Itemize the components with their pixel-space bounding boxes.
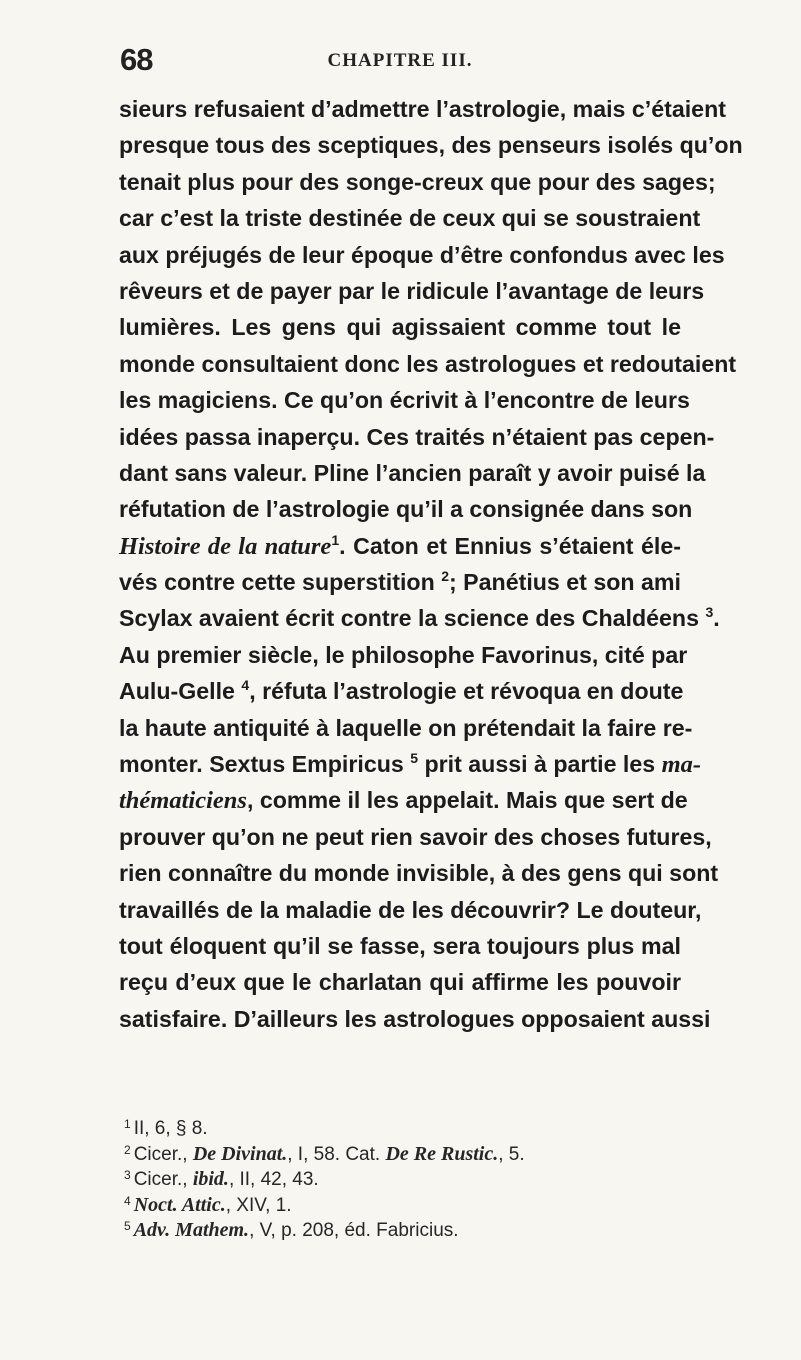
text-line: Scylax avaient écrit contre la science des Chaldéens $^3$. [119,604,720,632]
text-line: monde consultaient donc les astrologues et redoutaient [119,350,737,377]
text-line: car c’est la triste destinée de ceux qui se soustraient [119,205,701,232]
footnote-ref: 4 [241,677,250,694]
text-line: Au premier siècle, le philosophe Favorinus, cité par [119,641,688,668]
text-line: tout éloquent qu’il se fasse, sera toujours plus mal [119,932,681,959]
text-line: idées passa inaperçu. Ces traités n’étaient pas cepen- [119,423,715,450]
text-line: aux préjugés de leur époque d’être confondus avec les [119,241,725,268]
text-line: dant sans valeur. Pline l’ancien paraît y avoir puisé la [119,459,706,486]
text-line: Histoire de la nature$^1$. Caton et Ennius s’étaient éle- [119,531,681,560]
footnote: $^4$ Noct. Attic., XIV, 1. [124,1193,292,1216]
footnote: $^2$ Cicer., De Divinat., I, 58. Cat. De Re Rustic., 5. [124,1142,525,1165]
footnote: $^1$ II, 6, § 8. [124,1117,208,1139]
text-line: la haute antiquité à laquelle on prétendait la faire re- [119,714,693,741]
text-line: rêveurs et de payer par le ridicule l’avantage de leurs [119,277,705,304]
footnote-ref: 2 [441,568,449,585]
footnotes [124,1117,684,1244]
text-line: presque tous des sceptiques, des penseurs isolés qu’on [119,132,743,159]
text-line: rien connaître du monde invisible, à des gens qui sont [119,860,719,887]
text-line: vés contre cette superstition $^2$; Panétius et son ami [119,568,681,596]
text-line: sieurs refusaient d’admettre l’astrologie, mais c’étaient [119,96,726,122]
text-line: Aulu-Gelle $^4$, réfuta l’astrologie et révoqua en doute [119,677,684,705]
text-line: reçu d’eux que le charlatan qui affirme les pouvoir [119,969,681,996]
italic-word: ma- [661,751,702,779]
footnote: $^3$ Cicer., ibid., II, 42, 43. [124,1168,319,1190]
footnote-ref: 1 [331,531,340,548]
body-text [119,91,743,1037]
footnote-ref: 5 [410,750,419,767]
page-header [120,42,680,82]
text-line: monter. Sextus Empiricus $^5$ prit aussi à partie les ma- [119,750,702,779]
text-line: réfutation de l’astrologie qu’il a consignée dans son [119,496,693,523]
italic-word: thématiciens [119,787,247,815]
text-line: thématiciens, comme il les appelait. Mais que sert de [119,787,688,815]
footnote: $^5$ Adv. Mathem., V, p. 208, éd. Fabricius. [124,1219,459,1241]
text-line: satisfaire. D’ailleurs les astrologues opposaient aussi [119,1005,711,1032]
text-line: les magiciens. Ce qu’on écrivit à l’encontre de leurs [119,387,690,414]
text-line: travaillés de la maladie de les découvrir? Le douteur, [119,896,702,923]
italic-title: Histoire de la nature [119,532,332,560]
running-title: CHAPITRE III. [327,50,473,71]
text-line: lumières. Les gens qui agissaient comme tout le [119,314,681,341]
text-line: tenait plus pour des songe-creux que pour des sages; [119,168,716,195]
page-number: 68 [120,42,153,77]
text-line: prouver qu’on ne peut rien savoir des choses futures, [119,823,712,850]
footnote-ref: 3 [705,604,714,621]
